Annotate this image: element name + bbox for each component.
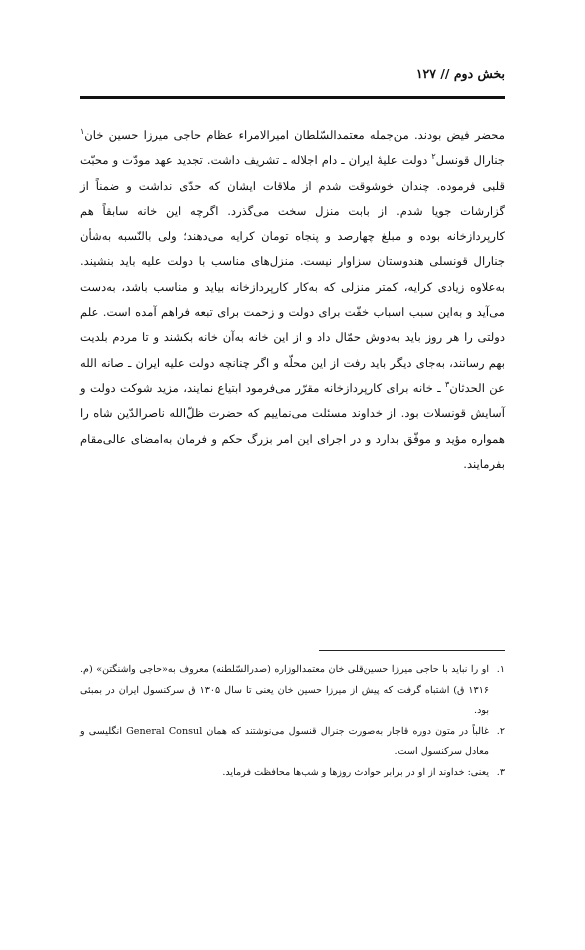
footnote-text: غالباً در متون دوره قاجار به‌صورت جنرال قنسول می‌نوشتند که همان General Consul انگلیسی و معادل سرکنسول است. [80,725,489,757]
footnote-ref-1[interactable]: ۱ [80,127,85,137]
footnote-ref-2[interactable]: ۲ [431,152,436,162]
footnote-2 [80,722,505,763]
body-segment: جنارال قونسل [435,153,505,168]
footnote-text: یعنی: خداوند از او در برابر حوادث روزها و شب‌ها محافظت فرماید. [222,766,489,778]
footnote-number: ۱. [496,664,505,675]
footnote-1 [80,660,505,722]
footnote-text: او را نباید با حاجی میرزا حسین‌قلی خان معتمدالوزاره (صدرالسّلطنه) معروف به«حاجی واشنگتن» (م. ۱۳۱۶ ق) اشتباه گرفت که پیش از میرزا حسین خان یعنی تا سال ۱۳۰۵ ق سرکنسول ایران در بمبئی بود. [80,664,490,716]
footnote-3 [80,763,505,784]
body-segment: دولت علیهٔ ایران ـ دام اجلاله ـ تشریف داشت. تجدید عهد مودّت و محبّت قلبی فرموده. چندان خوشوقت شدم از ملاقات ایشان که حدّی نداشت و ضمناً از گزارشات جویا شدم. از بابت منزل سخت می‌گذرد. اگرچه این خانه سابقاً هم کارپردازخانه بوده و مبلغ چهارصد و پنجاه تومان کرایه می‌دهند؛ ولی بالنّسبه به‌شأن جنارال قونسلی هندوستان سزاوار نیست. منزل‌های مناسب با دولت علیه باید بنشیند. به‌علاوه زیادی کرایه، کمتر منزلی که به‌کار کارپردازخانه بیاید و مناسب باشد، به‌دست می‌آید و به‌این سبب اسباب خفّت برای دولت و زحمت برای تبعه فراهم آمده است. علم دولتی را هر روز باید به‌دوش حمّال داد و از این خانه به‌آن خانه بکشند و تا مردم بلدیت بهم رسانند، به‌جای دیگر باید رفت از این محلّه و اگر چنانچه دولت علیه ایران ـ صانه الله عن الحدثان [80,153,506,395]
footnote-number: ۲. [496,725,505,737]
footnotes [80,660,505,783]
header-rule [80,96,505,99]
body-paragraph [80,123,505,477]
running-header: بخش دوم // ۱۲۷ [415,66,505,81]
body-text [80,123,505,477]
footnote-number: ۳. [496,766,505,778]
body-segment: محضر فیض بودند. من‌جمله معتمدالسّلطان امیرالامراء عظام حاجی میرزا حسین خان [84,128,505,142]
footnote-separator [319,650,505,651]
footnote-ref-3[interactable]: ۳ [445,380,450,390]
body-segment: ـ خانه برای کارپردازخانه مقرّر می‌فرمود ابتیاع نمایند، مزید شوکت دولت و آسایش قونسلات بود. از خداوند مسئلت می‌نماییم که حضرت ظلّ‌الله ناصرالدّین شاه را همواره مؤید و موفّق بدارد و در اجرای این امر بزرگ حکم و فرمان به‌امضای عالی‌مقام بفرمایند. [80,380,505,471]
